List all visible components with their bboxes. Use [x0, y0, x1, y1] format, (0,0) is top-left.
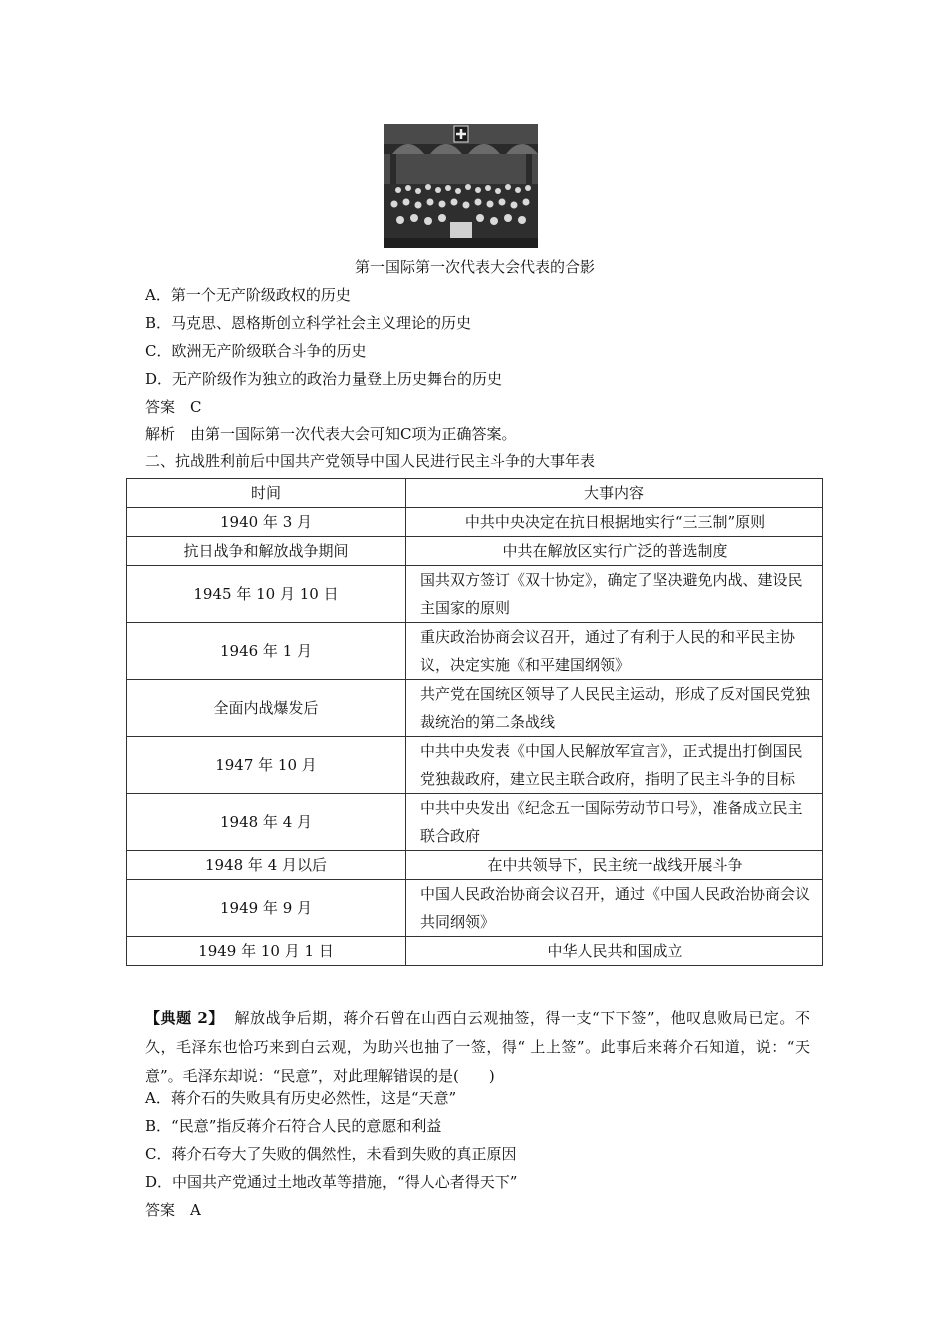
row-time: 1948 年 4 月以后: [127, 851, 406, 880]
q1-option-d: D．无产阶级作为独立的政治力量登上历史舞台的历史: [145, 370, 503, 388]
table-row: [127, 794, 823, 851]
q1-option-a: A．第一个无产阶级政权的历史: [145, 286, 351, 304]
row-event: 中共中央发表《中国人民解放军宣言》，正式提出打倒国民党独裁政府，建立民主联合政府，指明了民主斗争的目标: [406, 737, 823, 794]
q1-option-c: C．欧洲无产阶级联合斗争的历史: [145, 342, 367, 360]
section-2-title: 二、抗战胜利前后中国共产党领导中国人民进行民主斗争的大事年表: [145, 452, 596, 470]
row-event: 中国人民政治协商会议召开，通过《中国人民政治协商会议共同纲领》: [406, 880, 823, 937]
group-photo-image: [384, 124, 538, 248]
table-row: [127, 851, 823, 880]
q2-option-b: B．“民意”指反蒋介石符合人民的意愿和利益: [145, 1117, 442, 1135]
header-time: 时间: [127, 479, 406, 508]
row-event: 中共在解放区实行广泛的普选制度: [406, 537, 823, 566]
q2-option-d: D．中国共产党通过土地改革等措施，“得人心者得天下”: [145, 1173, 518, 1191]
q2-answer: 答案 A: [145, 1201, 201, 1219]
q2-label: 【典题 2】: [145, 1009, 224, 1027]
row-event: 中共中央决定在抗日根据地实行“三三制”原则: [406, 508, 823, 537]
table-row: [127, 937, 823, 966]
congress-group-photo: [384, 124, 538, 248]
q1-answer: 答案 C: [145, 398, 202, 416]
row-event: 中共中央发出《纪念五一国际劳动节口号》，准备成立民主联合政府: [406, 794, 823, 851]
table-header-row: [127, 479, 823, 508]
row-event: 中华人民共和国成立: [406, 937, 823, 966]
q1-analysis: 解析 由第一国际第一次代表大会可知C项为正确答案。: [145, 425, 517, 443]
row-time: 1946 年 1 月: [127, 623, 406, 680]
row-event: 国共双方签订《双十协定》，确定了坚决避免内战、建设民主国家的原则: [406, 566, 823, 623]
row-event: 在中共领导下，民主统一战线开展斗争: [406, 851, 823, 880]
row-time: 1949 年 9 月: [127, 880, 406, 937]
table-row: [127, 680, 823, 737]
row-event: 重庆政治协商会议召开，通过了有利于人民的和平民主协议，决定实施《和平建国纲领》: [406, 623, 823, 680]
table-row: [127, 737, 823, 794]
row-time: 全面内战爆发后: [127, 680, 406, 737]
q2-stem: [145, 1004, 810, 1091]
table-row: [127, 537, 823, 566]
q2-option-c: C．蒋介石夸大了失败的偶然性，未看到失败的真正原因: [145, 1145, 517, 1163]
header-event: 大事内容: [406, 479, 823, 508]
row-time: 1948 年 4 月: [127, 794, 406, 851]
table-row: [127, 880, 823, 937]
q1-option-b: B．马克思、恩格斯创立科学社会主义理论的历史: [145, 314, 472, 332]
q2-stem-text: 解放战争后期，蒋介石曾在山西白云观抽签，得一支“下下签”，他叹息败局已定。不久，毛泽东也恰巧来到白云观，为助兴也抽了一签，得“ 上上签”。此事后来蒋介石知道，说：“天意”。毛泽东却说：“民意”，对此理解错误的是( ): [145, 1009, 810, 1085]
table-row: [127, 566, 823, 623]
row-time: 1940 年 3 月: [127, 508, 406, 537]
row-time: 1949 年 10 月 1 日: [127, 937, 406, 966]
row-event: 共产党在国统区领导了人民民主运动，形成了反对国民党独裁统治的第二条战线: [406, 680, 823, 737]
row-time: 1947 年 10 月: [127, 737, 406, 794]
table-row: [127, 623, 823, 680]
table-row: [127, 508, 823, 537]
photo-caption: 第一国际第一次代表大会代表的合影: [354, 258, 595, 276]
events-timeline-table: [126, 478, 823, 966]
row-time: 1945 年 10 月 10 日: [127, 566, 406, 623]
row-time: 抗日战争和解放战争期间: [127, 537, 406, 566]
q2-option-a: A．蒋介石的失败具有历史必然性，这是“天意”: [145, 1089, 457, 1107]
